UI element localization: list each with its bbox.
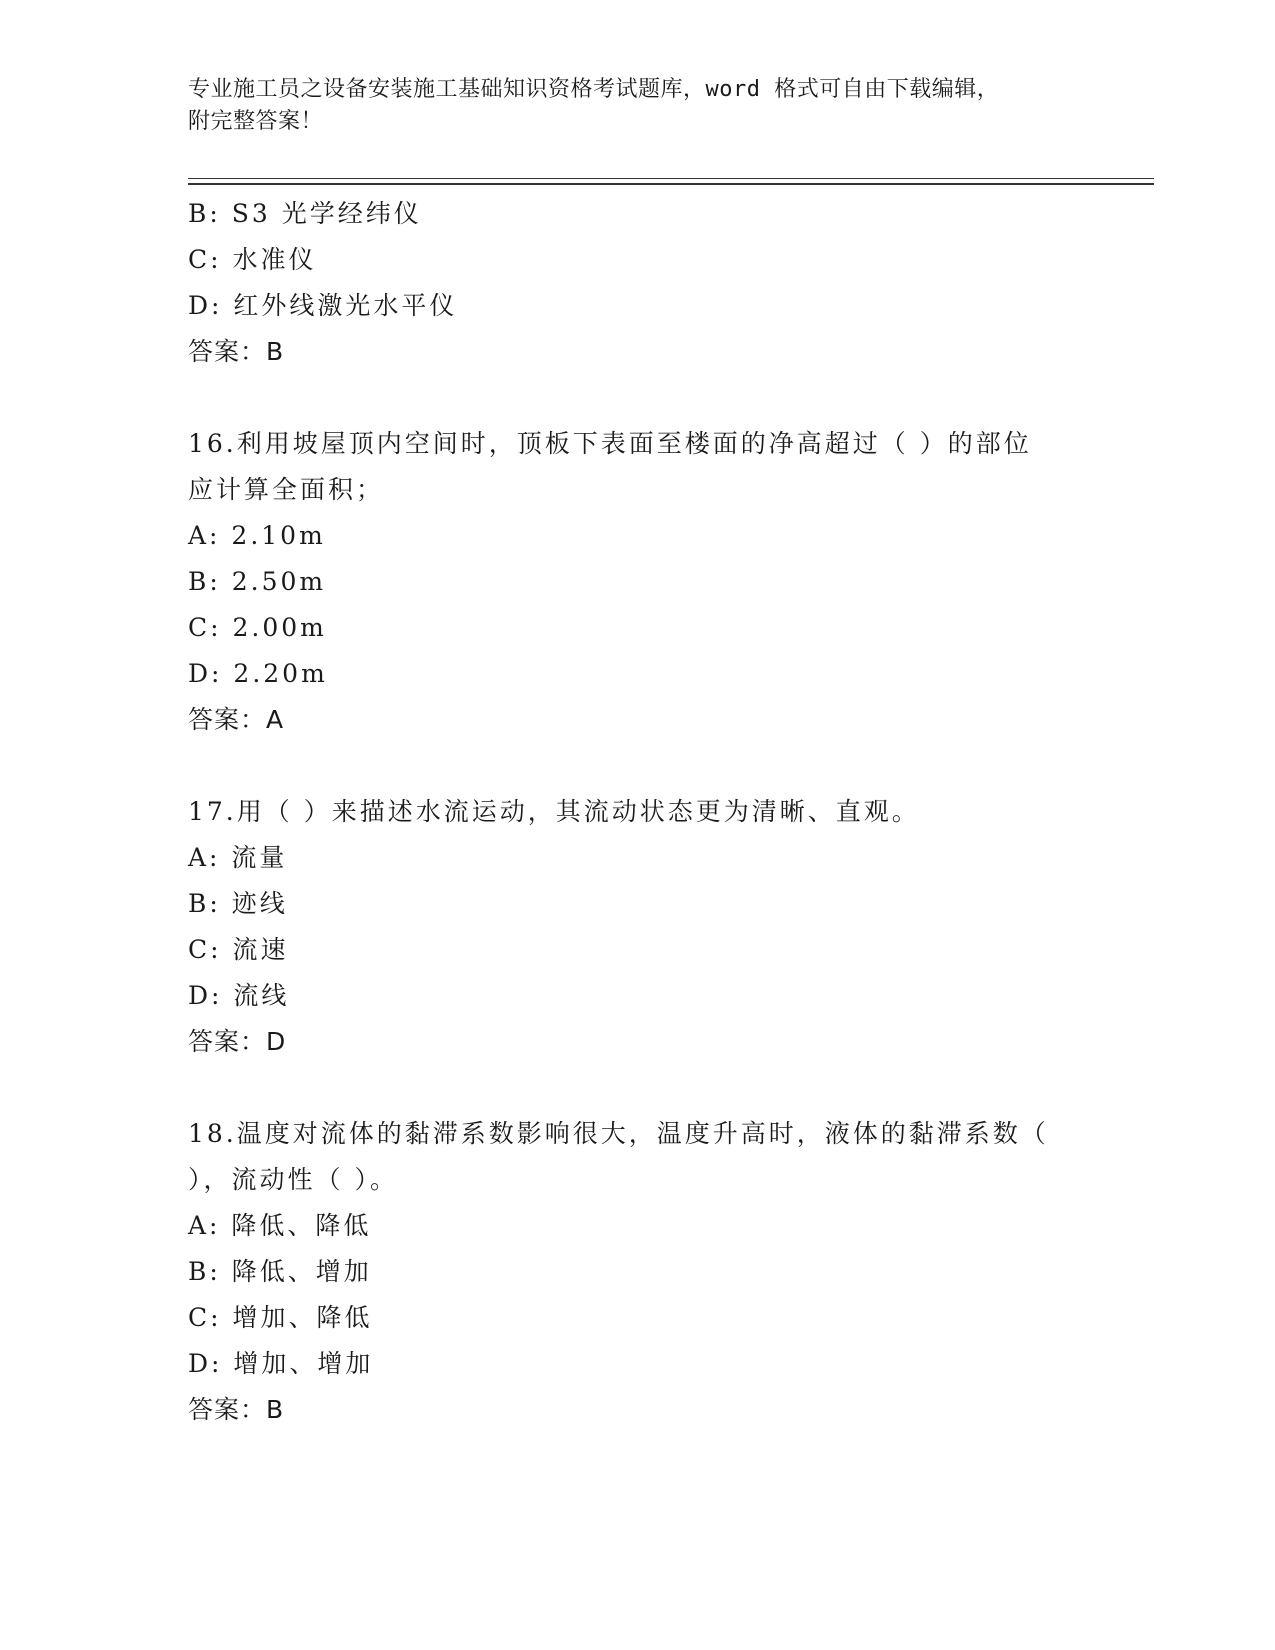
question-15 bbox=[188, 191, 1088, 375]
option-d: D: 流线 bbox=[188, 981, 290, 1010]
question-list bbox=[188, 191, 1088, 1433]
option-a: A: 降低、降低 bbox=[188, 1211, 372, 1240]
option-c: C: 增加、降低 bbox=[188, 1303, 373, 1332]
option-a: A: 流量 bbox=[188, 843, 288, 872]
option-b: B: S3 光学经纬仪 bbox=[188, 199, 422, 228]
answer: 答案：A bbox=[188, 705, 285, 734]
question-18 bbox=[188, 1111, 1088, 1433]
option-c: C: 2.00m bbox=[188, 613, 327, 642]
header-line-1: 专业施工员之设备安装施工基础知识资格考试题库，word 格式可自由下载编辑， bbox=[188, 77, 1000, 102]
option-c: C: 水准仪 bbox=[188, 245, 317, 274]
question-text-line-1: 17.用（ ）来描述水流运动，其流动状态更为清晰、直观。 bbox=[188, 797, 920, 826]
spacer bbox=[188, 743, 1088, 789]
option-d: D: 2.20m bbox=[188, 659, 328, 688]
question-16 bbox=[188, 421, 1088, 743]
question-text-line-1: 16.利用坡屋顶内空间时，顶板下表面至楼面的净高超过（ ）的部位 bbox=[188, 429, 1032, 458]
spacer bbox=[188, 375, 1088, 421]
document-header bbox=[188, 74, 1088, 138]
option-a: A: 2.10m bbox=[188, 521, 326, 550]
question-text-line-2: ），流动性（ ）。 bbox=[188, 1165, 398, 1194]
spacer bbox=[188, 1065, 1088, 1111]
answer: 答案：D bbox=[188, 1027, 287, 1056]
header-line-2: 附完整答案！ bbox=[188, 109, 324, 134]
option-b: B: 迹线 bbox=[188, 889, 288, 918]
answer: 答案：B bbox=[188, 337, 285, 366]
header-rule-thick bbox=[188, 183, 1154, 185]
option-c: C: 流速 bbox=[188, 935, 289, 964]
answer: 答案：B bbox=[188, 1395, 285, 1424]
option-d: D: 红外线激光水平仪 bbox=[188, 291, 458, 320]
option-d: D: 增加、增加 bbox=[188, 1349, 374, 1378]
option-b: B: 降低、增加 bbox=[188, 1257, 372, 1286]
question-17 bbox=[188, 789, 1088, 1065]
header-rule-thin bbox=[188, 178, 1154, 179]
question-text-line-1: 18.温度对流体的黏滞系数影响很大，温度升高时，液体的黏滞系数（ bbox=[188, 1119, 1049, 1148]
option-b: B: 2.50m bbox=[188, 567, 327, 596]
question-text-line-2: 应计算全面积； bbox=[188, 475, 385, 504]
